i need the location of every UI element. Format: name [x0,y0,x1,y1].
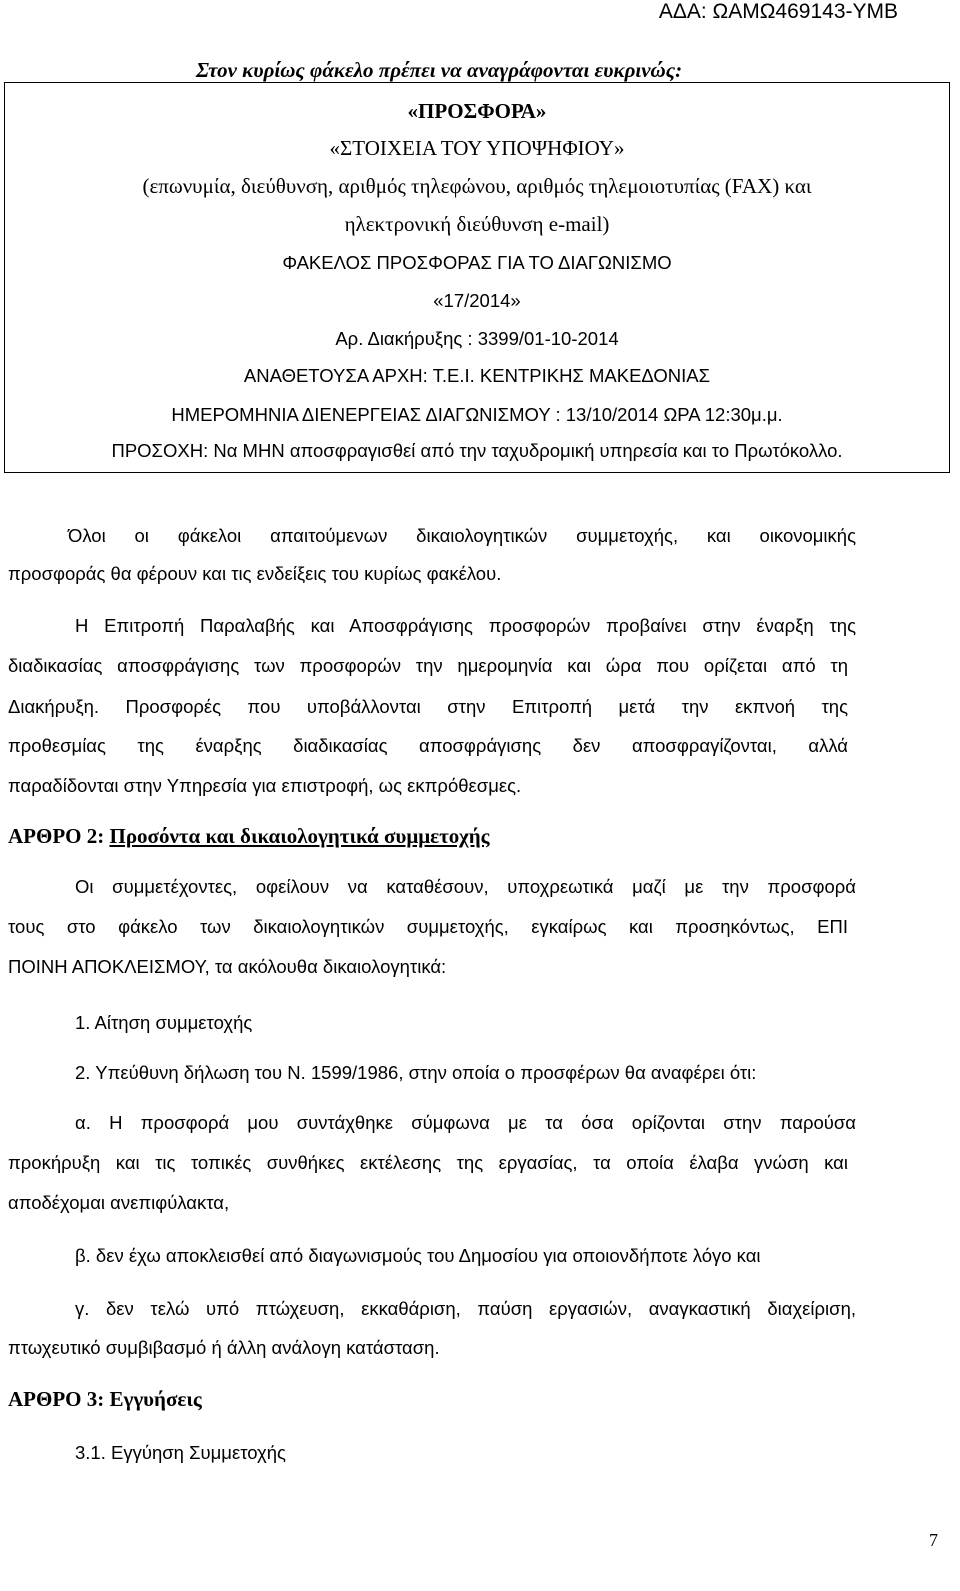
ada-code: ΑΔΑ: ΩΑΜΩ469143-ΥΜΒ [658,0,898,23]
para2-line: προθεσμίας της έναρξης διαδικασίας αποσφράγισης δεν αποσφραγίζονται, αλλά [8,735,848,756]
envelope-line-candidate: «ΣΤΟΙΧΕΙΑ ΤΟΥ ΥΠΟΨΗΦΙΟΥ» [329,136,625,160]
envelope-box [4,82,950,473]
envelope-heading: Στον κυρίως φάκελο πρέπει να αναγράφονται ευκρινώς: [196,58,683,82]
envelope-line-authority: ΑΝΑΘΕΤΟΥΣΑ ΑΡΧΗ: Τ.Ε.Ι. ΚΕΝΤΡΙΚΗΣ ΜΑΚΕΔΟΝΙΑΣ [243,365,711,386]
envelope-line-declaration: Αρ. Διακήρυξης : 3399/01-10-2014 [335,328,619,349]
article2-intro-line: ΠΟΙΝΗ ΑΠΟΚΛΕΙΣΜΟΥ, τα ακόλουθα δικαιολογητικά: [8,956,447,977]
alpha-line: προκήρυξη και τις τοπικές συνθήκες εκτέλεσης της εργασίας, τα οποία έλαβα γνώση και [8,1152,848,1173]
para1-line: προσφοράς θα φέρουν και τις ενδείξεις του κυρίως φακέλου. [8,563,502,584]
gamma-line: γ. δεν τελώ υπό πτώχευση, εκκαθάριση, παύση εργασιών, αναγκαστική διαχείριση, [75,1298,856,1319]
article2-title: Προσόντα και δικαιολογητικά συμμετοχής [109,824,490,848]
para1-line: Όλοι οι φάκελοι απαιτούμενων δικαιολογητικών συμμετοχής, και οικονομικής [68,525,856,546]
article2-heading [8,823,490,849]
gamma-line: πτωχευτικό συμβιβασμό ή άλλη ανάλογη κατάσταση. [8,1337,440,1358]
envelope-line-folder: ΦΑΚΕΛΟΣ ΠΡΟΣΦΟΡΑΣ ΓΙΑ ΤΟ ΔΙΑΓΩΝΙΣΜΟ [282,252,672,273]
envelope-line-offer: «ΠΡΟΣΦΟΡΑ» [407,99,547,123]
envelope-line-email: ηλεκτρονική διεύθυνση e-mail) [344,212,610,236]
para2-line: διαδικασίας αποσφράγισης των προσφορών την ημερομηνία και ώρα που ορίζεται από τη [8,655,848,676]
list-item-2: 2. Υπεύθυνη δήλωση του Ν. 1599/1986, στην οποία ο προσφέρων θα αναφέρει ότι: [75,1062,757,1083]
envelope-line-contact: (επωνυμία, διεύθυνση, αριθμός τηλεφώνου, αριθμός τηλεμοιοτυπίας (FAX) και [142,174,812,198]
para2-line: Η Επιτροπή Παραλαβής και Αποσφράγισης προσφορών προβαίνει στην έναρξη της [75,615,856,636]
article2-intro-line: τους στο φάκελο των δικαιολογητικών συμμετοχής, εγκαίρως και προσηκόντως, ΕΠΙ [8,916,848,937]
article2-number: ΑΡΘΡΟ 2: [8,824,105,848]
beta-line: β. δεν έχω αποκλεισθεί από διαγωνισμούς του Δημοσίου για οποιονδήποτε λόγο και [75,1245,761,1266]
article2-intro-line: Οι συμμετέχοντες, οφείλουν να καταθέσουν, υποχρεωτικά μαζί με την προσφορά [75,876,856,897]
article3-sub: 3.1. Εγγύηση Συμμετοχής [75,1442,286,1463]
alpha-line: αποδέχομαι ανεπιφύλακτα, [8,1192,230,1213]
envelope-line-number: «17/2014» [433,290,521,311]
envelope-line-warning: ΠΡΟΣΟΧΗ: Να ΜΗΝ αποσφραγισθεί από την ταχυδρομική υπηρεσία και το Πρωτόκολλο. [111,440,843,461]
para2-line: παραδίδονται στην Υπηρεσία για επιστροφή, ως εκπρόθεσμες. [8,775,522,796]
page-number: 7 [929,1530,938,1550]
article3-heading: ΑΡΘΡΟ 3: Εγγυήσεις [8,1387,202,1411]
envelope-line-date: ΗΜΕΡΟΜΗΝΙΑ ΔΙΕΝΕΡΓΕΙΑΣ ΔΙΑΓΩΝΙΣΜΟΥ : 13/10/2014 ΩΡΑ 12:30μ.μ. [171,404,783,425]
para2-line: Διακήρυξη. Προσφορές που υποβάλλονται στην Επιτροπή μετά την εκπνοή της [8,696,848,717]
list-item-1: 1. Αίτηση συμμετοχής [75,1012,253,1033]
alpha-line: α. Η προσφορά μου συντάχθηκε σύμφωνα με τα όσα ορίζονται στην παρούσα [75,1112,856,1133]
